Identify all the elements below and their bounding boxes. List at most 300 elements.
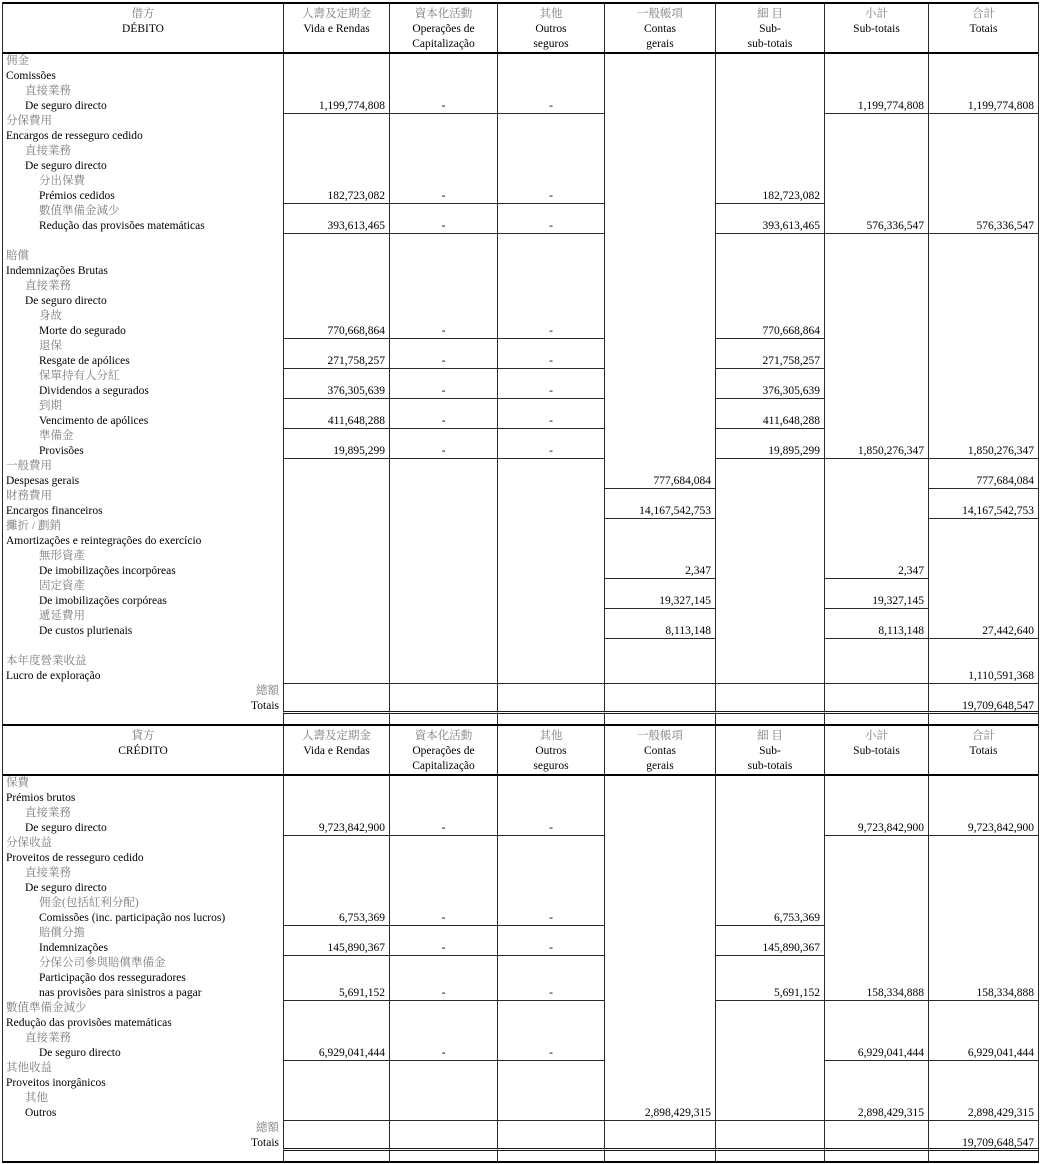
cell-operacoes-capitalizacao <box>389 609 497 624</box>
cell-totais: 1,850,276,347 <box>928 444 1038 459</box>
cell-vida-e-rendas <box>283 1106 389 1121</box>
cell-totais <box>928 369 1038 384</box>
table-row <box>3 309 1038 324</box>
row-label: Totais <box>251 700 279 712</box>
table-row <box>3 354 1038 369</box>
cell-totais <box>928 714 1038 724</box>
table-row <box>3 1106 1038 1121</box>
cell-totais <box>928 564 1038 579</box>
cell-operacoes-capitalizacao <box>389 129 497 144</box>
row-label: De seguro directo <box>25 882 107 894</box>
cell-sub-totais <box>824 866 928 881</box>
table-row <box>3 926 1038 941</box>
table-row <box>3 174 1038 189</box>
cell-outros-seguros <box>497 699 604 714</box>
cell-sub-sub-totais <box>715 504 824 519</box>
row-label: Resgate de apólices <box>39 355 130 367</box>
profit-loss-statement <box>2 2 1039 1163</box>
cell-totais <box>928 684 1038 699</box>
cell-totais: 1,110,591,368 <box>928 669 1038 684</box>
cell-contas-gerais <box>604 1046 715 1061</box>
row-label: 退保 <box>39 340 62 352</box>
cell-outros-seguros: - <box>497 219 604 234</box>
table-row <box>3 444 1038 459</box>
cell-totais <box>928 851 1038 866</box>
cell-contas-gerais <box>604 851 715 866</box>
cell-totais <box>928 279 1038 294</box>
cell-outros-seguros <box>497 339 604 354</box>
cell-contas-gerais: 777,684,084 <box>604 474 715 489</box>
cell-operacoes-capitalizacao <box>389 54 497 69</box>
table-row <box>3 1001 1038 1016</box>
cell-vida-e-rendas <box>283 294 389 309</box>
cell-sub-sub-totais <box>715 99 824 114</box>
row-header-title: 貸方 CRÉDITO <box>118 730 168 757</box>
cell-operacoes-capitalizacao: - <box>389 986 497 1001</box>
column-header-sub-sub-totais: 細 目 Sub- sub-totais <box>715 726 824 774</box>
row-label: Indemnizações Brutas <box>6 265 108 277</box>
cell-sub-sub-totais <box>715 654 824 669</box>
row-label: 賠償分擔 <box>39 927 85 939</box>
cell-outros-seguros <box>497 1121 604 1136</box>
cell-totais <box>928 941 1038 956</box>
cell-outros-seguros <box>497 264 604 279</box>
row-label: Comissões <box>6 70 56 82</box>
cell-contas-gerais <box>604 279 715 294</box>
cell-operacoes-capitalizacao <box>389 806 497 821</box>
cell-sub-totais <box>824 714 928 724</box>
cell-contas-gerais <box>604 519 715 534</box>
cell-vida-e-rendas <box>283 549 389 564</box>
cell-sub-totais <box>824 791 928 806</box>
row-label: 數值準備金減少 <box>39 205 120 217</box>
cell-totais <box>928 309 1038 324</box>
cell-outros-seguros <box>497 1106 604 1121</box>
cell-totais <box>928 1121 1038 1136</box>
row-label: 賠償 <box>6 250 29 262</box>
cell-sub-totais <box>824 1031 928 1046</box>
column-header-vida-e-rendas: 人壽及定期金 Vida e Rendas <box>283 4 389 52</box>
cell-contas-gerais <box>604 821 715 836</box>
cell-contas-gerais <box>604 1031 715 1046</box>
cell-sub-totais <box>824 294 928 309</box>
cell-totais <box>928 414 1038 429</box>
cell-sub-sub-totais <box>715 1031 824 1046</box>
cell-vida-e-rendas <box>283 1121 389 1136</box>
cell-contas-gerais <box>604 941 715 956</box>
cell-vida-e-rendas <box>283 309 389 324</box>
cell-totais <box>928 896 1038 911</box>
column-header-operacoes-capitalizacao: 資本化活動 Operações de Capitalização <box>389 4 497 52</box>
cell-operacoes-capitalizacao <box>389 234 497 249</box>
column-header-sub-totais: 小計 Sub-totais <box>824 726 928 774</box>
cell-vida-e-rendas <box>283 174 389 189</box>
cell-vida-e-rendas <box>283 714 389 724</box>
table-row <box>3 99 1038 114</box>
row-label: 總額 <box>256 685 279 697</box>
table-row <box>3 791 1038 806</box>
cell-sub-totais <box>824 369 928 384</box>
cell-sub-sub-totais <box>715 399 824 414</box>
row-label: 佣金 <box>6 55 29 67</box>
cell-vida-e-rendas: 770,668,864 <box>283 324 389 339</box>
table-row <box>3 369 1038 384</box>
cell-totais <box>928 489 1038 504</box>
cell-vida-e-rendas <box>283 579 389 594</box>
row-label: 遞延費用 <box>39 610 85 622</box>
table-row <box>3 294 1038 309</box>
cell-sub-totais: 1,850,276,347 <box>824 444 928 459</box>
cell-contas-gerais <box>604 429 715 444</box>
cell-contas-gerais <box>604 1001 715 1016</box>
cell-contas-gerais <box>604 1091 715 1106</box>
row-label: 分保收益 <box>6 837 52 849</box>
cell-outros-seguros <box>497 684 604 699</box>
cell-vida-e-rendas: 411,648,288 <box>283 414 389 429</box>
cell-outros-seguros <box>497 399 604 414</box>
table-row <box>3 776 1038 791</box>
row-label: Indemnizações <box>39 942 108 954</box>
cell-outros-seguros <box>497 69 604 84</box>
row-label: 到期 <box>39 400 62 412</box>
row-label: 數值準備金減少 <box>6 1002 87 1014</box>
cell-totais <box>928 1016 1038 1031</box>
cell-contas-gerais: 2,347 <box>604 564 715 579</box>
cell-sub-sub-totais <box>715 579 824 594</box>
table-row <box>3 896 1038 911</box>
table-row <box>3 489 1038 504</box>
row-label: 分出保費 <box>39 175 85 187</box>
row-label: 直接業務 <box>25 807 71 819</box>
table-row <box>3 821 1038 836</box>
table-row <box>3 1151 1038 1161</box>
cell-sub-totais <box>824 776 928 791</box>
table-row <box>3 414 1038 429</box>
cell-totais <box>928 339 1038 354</box>
row-label <box>3 639 283 654</box>
cell-sub-totais <box>824 399 928 414</box>
cell-vida-e-rendas <box>283 144 389 159</box>
cell-outros-seguros <box>497 1136 604 1151</box>
table-row <box>3 219 1038 234</box>
row-label: De imobilizações corpóreas <box>39 595 167 607</box>
cell-vida-e-rendas <box>283 971 389 986</box>
cell-totais: 27,442,640 <box>928 624 1038 639</box>
row-label: 固定資產 <box>39 580 85 592</box>
cell-operacoes-capitalizacao <box>389 204 497 219</box>
cell-outros-seguros <box>497 54 604 69</box>
table-row <box>3 986 1038 1001</box>
cell-totais <box>928 249 1038 264</box>
cell-sub-sub-totais <box>715 714 824 724</box>
cell-sub-totais <box>824 249 928 264</box>
cell-totais <box>928 189 1038 204</box>
cell-contas-gerais <box>604 399 715 414</box>
cell-sub-totais <box>824 354 928 369</box>
cell-operacoes-capitalizacao: - <box>389 414 497 429</box>
cell-totais <box>928 956 1038 971</box>
cell-sub-totais <box>824 84 928 99</box>
cell-outros-seguros <box>497 489 604 504</box>
table-row <box>3 519 1038 534</box>
row-label <box>3 714 283 724</box>
cell-outros-seguros <box>497 594 604 609</box>
cell-operacoes-capitalizacao <box>389 1106 497 1121</box>
row-label: Encargos de resseguro cedido <box>6 130 143 142</box>
table-row <box>3 971 1038 986</box>
row-label: Proveitos inorgânicos <box>6 1077 106 1089</box>
cell-sub-sub-totais <box>715 429 824 444</box>
row-label: 準備金 <box>39 430 74 442</box>
cell-operacoes-capitalizacao <box>389 639 497 654</box>
row-header-title: 借方 DÉBITO <box>122 8 164 35</box>
row-label: De imobilizações incorpóreas <box>39 565 176 577</box>
cell-operacoes-capitalizacao <box>389 519 497 534</box>
column-header-vida-e-rendas: 人壽及定期金 Vida e Rendas <box>283 726 389 774</box>
cell-vida-e-rendas <box>283 54 389 69</box>
cell-sub-sub-totais <box>715 896 824 911</box>
cell-sub-sub-totais <box>715 114 824 129</box>
cell-totais <box>928 144 1038 159</box>
cell-vida-e-rendas: 1,199,774,808 <box>283 99 389 114</box>
cell-operacoes-capitalizacao <box>389 549 497 564</box>
column-header-contas-gerais: 一般帳項 Contas gerais <box>604 4 715 52</box>
cell-vida-e-rendas <box>283 249 389 264</box>
cell-totais <box>928 384 1038 399</box>
cell-totais <box>928 129 1038 144</box>
cell-contas-gerais <box>604 309 715 324</box>
cell-totais <box>928 1091 1038 1106</box>
column-header-row <box>3 726 1038 776</box>
cell-sub-sub-totais <box>715 549 824 564</box>
cell-outros-seguros <box>497 639 604 654</box>
table-row <box>3 399 1038 414</box>
cell-sub-totais <box>824 309 928 324</box>
table-row <box>3 1016 1038 1031</box>
cell-operacoes-capitalizacao <box>389 114 497 129</box>
cell-vida-e-rendas <box>283 129 389 144</box>
column-header-outros-seguros: 其他 Outros seguros <box>497 4 604 52</box>
cell-contas-gerais: 19,327,145 <box>604 594 715 609</box>
cell-contas-gerais: 14,167,542,753 <box>604 504 715 519</box>
cell-operacoes-capitalizacao: - <box>389 324 497 339</box>
cell-outros-seguros <box>497 1151 604 1161</box>
cell-vida-e-rendas <box>283 264 389 279</box>
cell-totais <box>928 639 1038 654</box>
table-row <box>3 579 1038 594</box>
cell-operacoes-capitalizacao <box>389 174 497 189</box>
cell-sub-totais <box>824 504 928 519</box>
cell-vida-e-rendas <box>283 1031 389 1046</box>
cell-sub-sub-totais: 393,613,465 <box>715 219 824 234</box>
column-header-totais: 合計 Totais <box>928 726 1038 774</box>
cell-sub-totais <box>824 1091 928 1106</box>
table-row <box>3 699 1038 714</box>
cell-outros-seguros <box>497 144 604 159</box>
cell-totais <box>928 159 1038 174</box>
row-label: 分保公司參與賠償準備金 <box>39 957 166 969</box>
table-row <box>3 549 1038 564</box>
column-header-contas-gerais: 一般帳項 Contas gerais <box>604 726 715 774</box>
table-row <box>3 459 1038 474</box>
cell-contas-gerais <box>604 911 715 926</box>
cell-totais <box>928 911 1038 926</box>
cell-vida-e-rendas <box>283 669 389 684</box>
cell-vida-e-rendas <box>283 684 389 699</box>
cell-sub-sub-totais <box>715 851 824 866</box>
table-row <box>3 684 1038 699</box>
cell-sub-totais <box>824 174 928 189</box>
row-label: 分保費用 <box>6 115 52 127</box>
row-label: Encargos financeiros <box>6 505 103 517</box>
cell-sub-sub-totais: 19,895,299 <box>715 444 824 459</box>
cell-sub-sub-totais <box>715 1016 824 1031</box>
cell-sub-totais <box>824 459 928 474</box>
cell-sub-sub-totais <box>715 129 824 144</box>
cell-outros-seguros <box>497 806 604 821</box>
cell-operacoes-capitalizacao <box>389 594 497 609</box>
cell-contas-gerais <box>604 354 715 369</box>
cell-sub-sub-totais <box>715 806 824 821</box>
cell-contas-gerais <box>604 896 715 911</box>
table-row <box>3 609 1038 624</box>
cell-sub-sub-totais <box>715 776 824 791</box>
cell-sub-sub-totais <box>715 279 824 294</box>
cell-vida-e-rendas: 9,723,842,900 <box>283 821 389 836</box>
row-label: 佣金(包括紅利分配) <box>39 897 139 909</box>
cell-sub-sub-totais <box>715 669 824 684</box>
cell-outros-seguros <box>497 429 604 444</box>
cell-outros-seguros <box>497 234 604 249</box>
cell-sub-sub-totais <box>715 956 824 971</box>
cell-vida-e-rendas <box>283 791 389 806</box>
table-row <box>3 504 1038 519</box>
cell-outros-seguros <box>497 459 604 474</box>
cell-contas-gerais <box>604 956 715 971</box>
cell-outros-seguros <box>497 609 604 624</box>
row-label: Redução das provisões matemáticas <box>6 1017 172 1029</box>
cell-sub-totais <box>824 474 928 489</box>
cell-contas-gerais <box>604 324 715 339</box>
cell-vida-e-rendas <box>283 594 389 609</box>
cell-sub-totais <box>824 654 928 669</box>
cell-outros-seguros <box>497 474 604 489</box>
cell-sub-sub-totais: 182,723,082 <box>715 189 824 204</box>
table-row <box>3 1091 1038 1106</box>
cell-vida-e-rendas <box>283 851 389 866</box>
row-label: Participação dos resseguradores <box>39 972 186 984</box>
cell-contas-gerais <box>604 234 715 249</box>
cell-sub-sub-totais <box>715 866 824 881</box>
cell-operacoes-capitalizacao <box>389 1076 497 1091</box>
cell-contas-gerais <box>604 444 715 459</box>
cell-sub-totais <box>824 1001 928 1016</box>
row-label: nas provisões para sinistros a pagar <box>39 987 202 999</box>
cell-vida-e-rendas <box>283 1076 389 1091</box>
cell-operacoes-capitalizacao <box>389 791 497 806</box>
table-row <box>3 159 1038 174</box>
cell-vida-e-rendas <box>283 1016 389 1031</box>
cell-operacoes-capitalizacao <box>389 249 497 264</box>
cell-sub-sub-totais <box>715 1091 824 1106</box>
cell-operacoes-capitalizacao <box>389 1151 497 1161</box>
cell-operacoes-capitalizacao <box>389 1001 497 1016</box>
cell-sub-totais <box>824 54 928 69</box>
cell-outros-seguros <box>497 564 604 579</box>
cell-sub-sub-totais <box>715 699 824 714</box>
cell-outros-seguros <box>497 956 604 971</box>
cell-sub-totais: 2,347 <box>824 564 928 579</box>
cell-contas-gerais <box>604 836 715 851</box>
cell-vida-e-rendas <box>283 474 389 489</box>
cell-sub-sub-totais <box>715 339 824 354</box>
table-row <box>3 624 1038 639</box>
cell-sub-sub-totais <box>715 249 824 264</box>
cell-sub-totais <box>824 159 928 174</box>
cell-contas-gerais <box>604 114 715 129</box>
cell-totais: 19,709,648,547 <box>928 1136 1038 1151</box>
cell-operacoes-capitalizacao: - <box>389 941 497 956</box>
cell-outros-seguros: - <box>497 354 604 369</box>
cell-sub-sub-totais <box>715 1046 824 1061</box>
row-label: 身故 <box>39 310 62 322</box>
cell-contas-gerais <box>604 204 715 219</box>
cell-operacoes-capitalizacao <box>389 624 497 639</box>
cell-operacoes-capitalizacao <box>389 971 497 986</box>
cell-totais <box>928 971 1038 986</box>
table-row <box>3 144 1038 159</box>
row-label: 攤折 / 劃銷 <box>6 520 61 532</box>
cell-sub-sub-totais <box>715 881 824 896</box>
table-row <box>3 279 1038 294</box>
cell-totais <box>928 399 1038 414</box>
table-row <box>3 84 1038 99</box>
cell-contas-gerais <box>604 1136 715 1151</box>
cell-totais <box>928 1031 1038 1046</box>
table-row <box>3 264 1038 279</box>
cell-sub-totais <box>824 234 928 249</box>
cell-outros-seguros <box>497 776 604 791</box>
cell-vida-e-rendas: 182,723,082 <box>283 189 389 204</box>
cell-outros-seguros <box>497 1016 604 1031</box>
table-row <box>3 941 1038 956</box>
row-label: Amortizações e reintegrações do exercício <box>6 535 202 547</box>
cell-sub-totais <box>824 339 928 354</box>
cell-vida-e-rendas <box>283 654 389 669</box>
cell-sub-sub-totais <box>715 1136 824 1151</box>
table-row <box>3 234 1038 249</box>
table-row <box>3 956 1038 971</box>
cell-totais: 158,334,888 <box>928 986 1038 1001</box>
table-row <box>3 851 1038 866</box>
row-label: Lucro de exploração <box>6 670 101 682</box>
table-row <box>3 1121 1038 1136</box>
cell-sub-sub-totais <box>715 369 824 384</box>
table-row <box>3 594 1038 609</box>
cell-sub-totais <box>824 429 928 444</box>
cell-operacoes-capitalizacao <box>389 956 497 971</box>
cell-vida-e-rendas: 6,929,041,444 <box>283 1046 389 1061</box>
cell-vida-e-rendas <box>283 504 389 519</box>
cell-totais <box>928 1001 1038 1016</box>
cell-totais <box>928 84 1038 99</box>
cell-operacoes-capitalizacao: - <box>389 189 497 204</box>
cell-totais <box>928 429 1038 444</box>
row-label: De seguro directo <box>25 822 107 834</box>
cell-contas-gerais <box>604 1016 715 1031</box>
cell-totais <box>928 519 1038 534</box>
cell-vida-e-rendas <box>283 896 389 911</box>
